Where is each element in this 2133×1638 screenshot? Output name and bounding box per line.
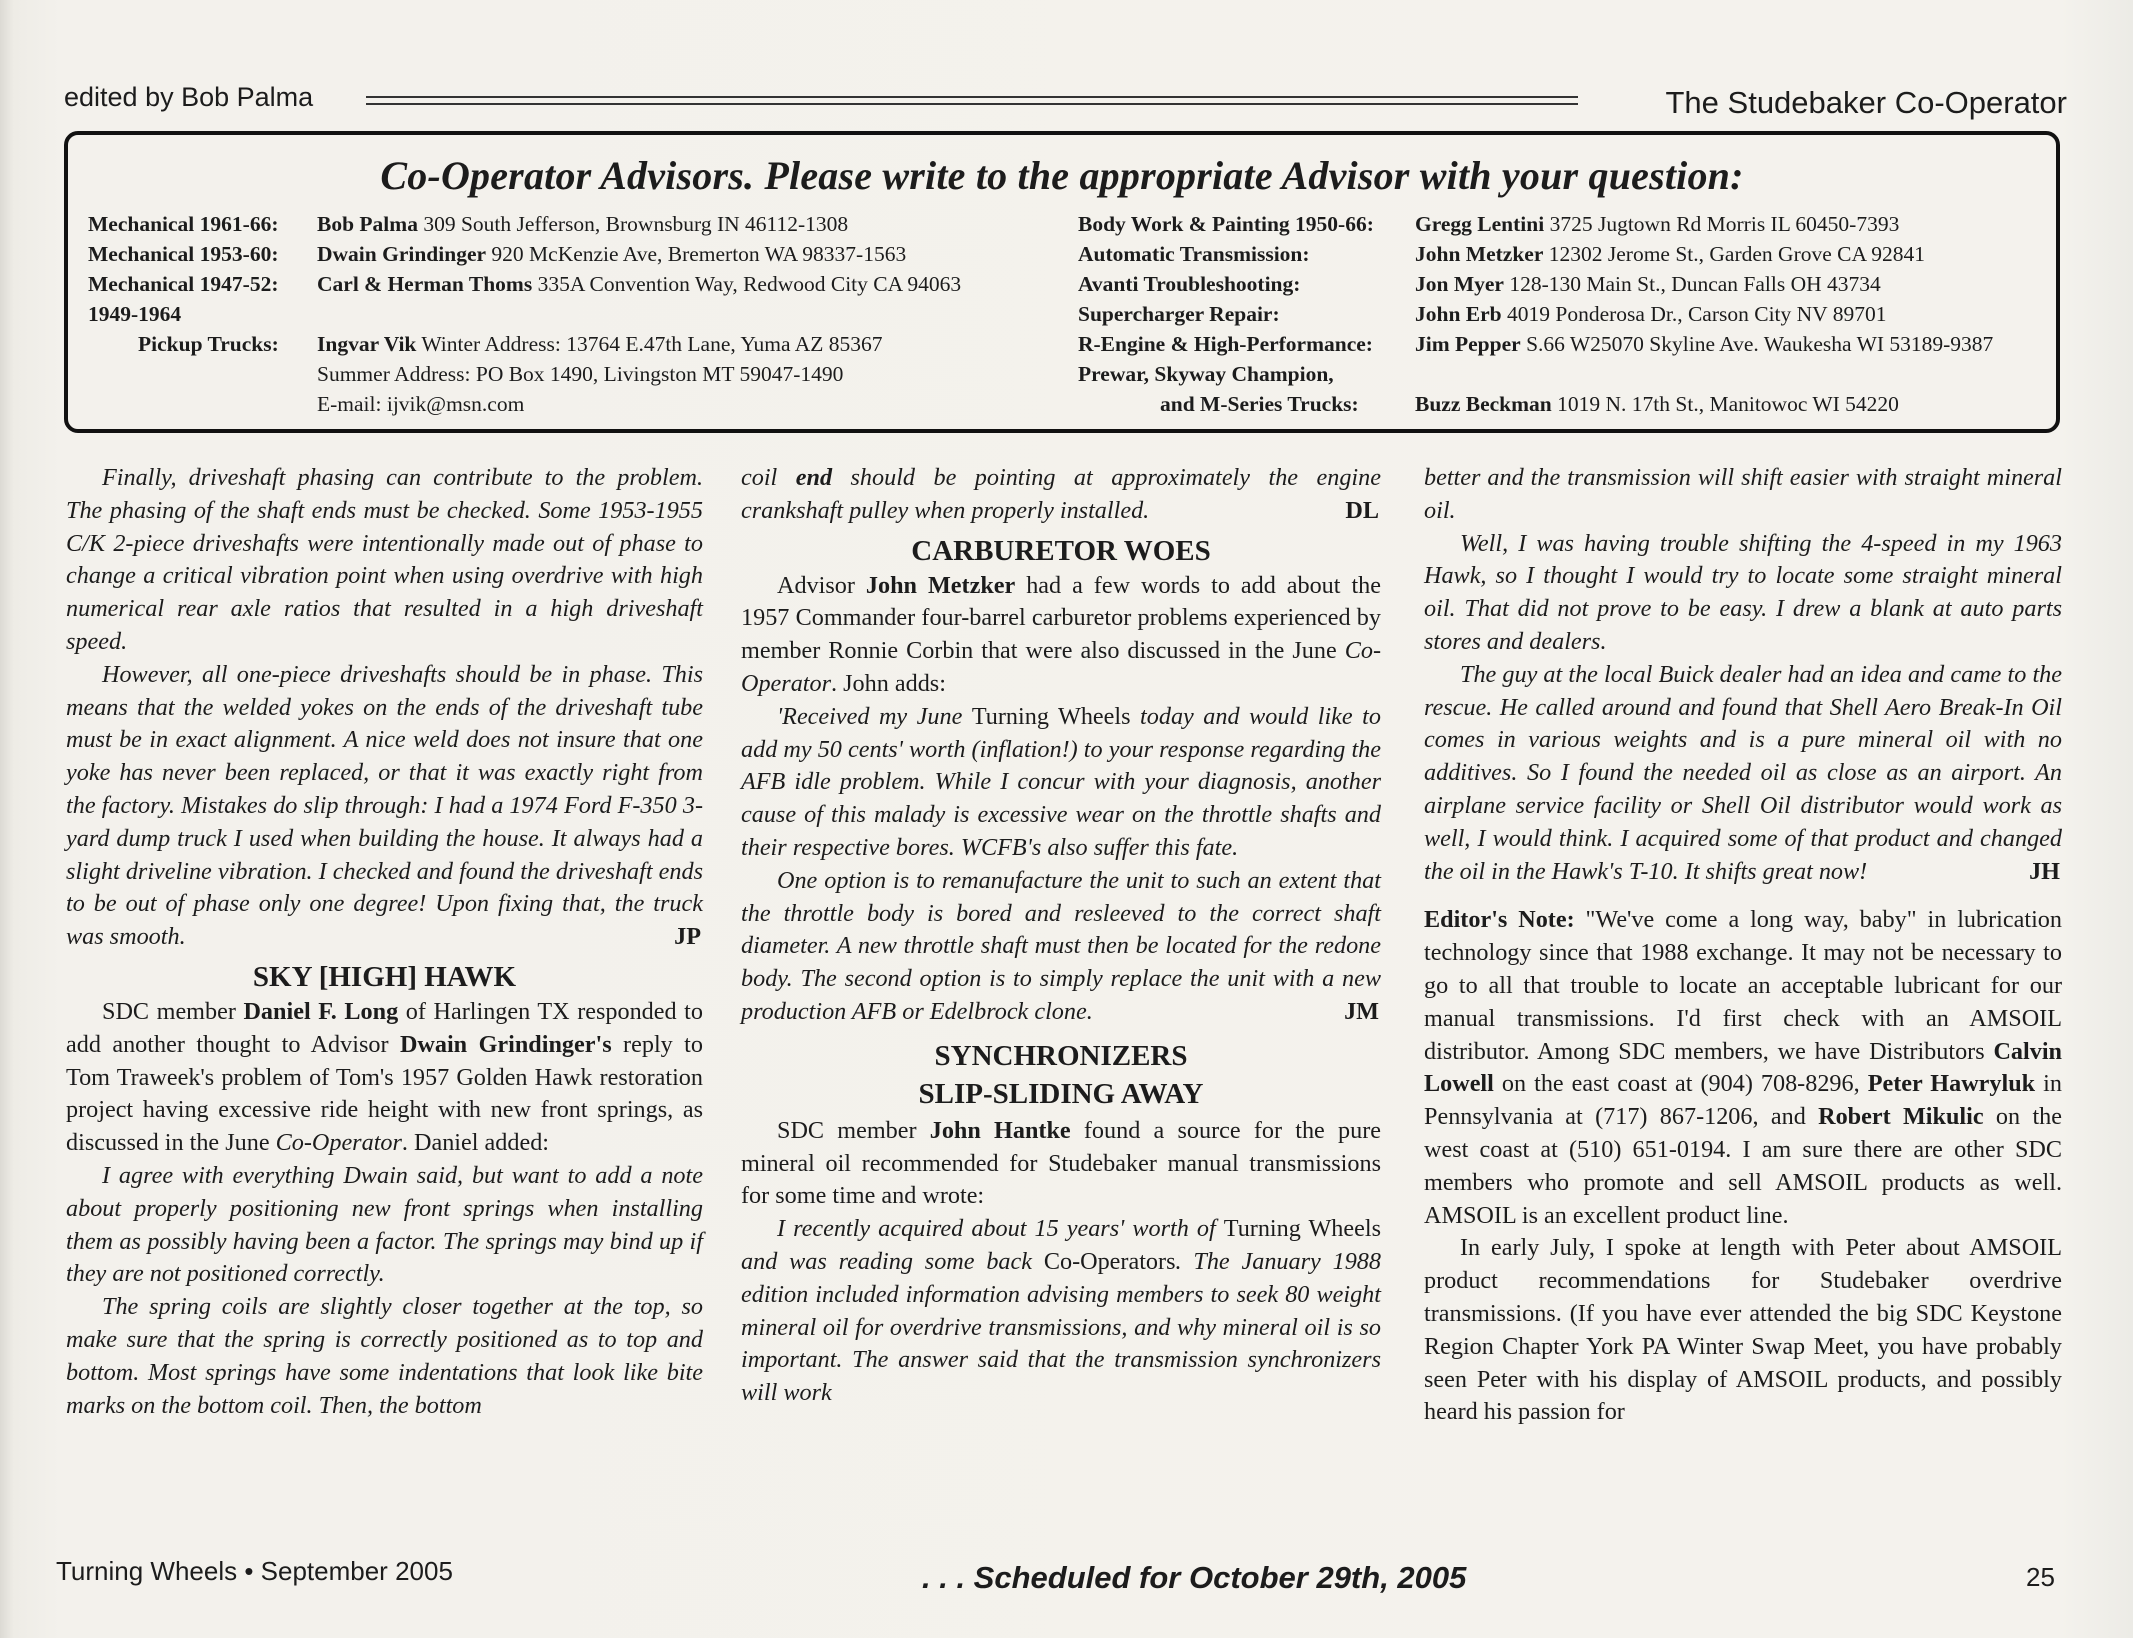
advisor-name: John Erb (1415, 302, 1502, 326)
person-name: Peter Hawryluk (1867, 1070, 2036, 1098)
advisor-address: S.66 W25070 Skyline Ave. Waukesha WI 53189-9387 (1520, 332, 1994, 356)
text-run: on the west coast at (510) 651-0194. I am sure there are other SDC members who promote and sell AMSOIL products as well. AMSOIL is an excellent product line. (1424, 1103, 2062, 1229)
body-paragraph (741, 1115, 1381, 1213)
advisor-name: Jim Pepper (1415, 332, 1521, 356)
author-initials: JM (1344, 997, 1379, 1025)
advisor-categories-right (1078, 209, 1374, 419)
advisor-entry (317, 239, 961, 269)
advisor-email: E-mail: ijvik@msn.com (317, 392, 525, 416)
advisor-name: Ingvar Vik (317, 332, 417, 356)
advisor-entry (1415, 299, 1993, 329)
advisor-entry (317, 299, 961, 329)
body-paragraph (741, 1213, 1381, 1410)
text-run: SDC member (777, 1116, 930, 1144)
body-paragraph (1424, 659, 2062, 889)
body-paragraph: I agree with everything Dwain said, but want to add a note about properly positioning new front springs when installing them as possibly having been a factor. The springs may bind up if they are not positioned correctly. (66, 1161, 703, 1288)
advisor-entry (317, 209, 961, 239)
person-name: John Metzker (865, 571, 1016, 599)
article-column-2 (741, 462, 1381, 1410)
article-column-3 (1424, 462, 2062, 1429)
advisors-box (64, 131, 2060, 433)
advisor-categories-left (88, 209, 279, 359)
person-name: Calvin Lowell (1424, 1037, 2062, 1098)
advisor-category: Mechanical 1953-60: (88, 242, 279, 266)
advisor-category: R-Engine & High-Performance: (1078, 332, 1373, 356)
advisor-entry (1415, 359, 1993, 389)
text-run: 'Received my June (777, 702, 972, 730)
person-name: John Hantke (929, 1116, 1071, 1144)
paragraph-text: The guy at the local Buick dealer had an idea and came to the rescue. He called around and found that Shell Aero Break-In Oil comes in various weights and is a pure mineral oil with no additives. So I found the needed oil as close as an airport. An airplane service facility or Shell Oil distributor would work as well, I would think. I acquired some of that product and changed the oil in the Hawk's T-10. It shifts great now! (1424, 660, 2062, 885)
text-run: coil (741, 464, 796, 491)
advisor-category: Pickup Trucks: (138, 332, 279, 356)
publication-name: Co-Operator (741, 637, 1381, 697)
header-rule (366, 103, 1578, 105)
text-run: reply to Tom Traweek's problem of Tom's 1957 Golden Hawk restoration project having excessive ride height with new front springs, as discussed in the June (66, 1030, 703, 1157)
text-run: "We've come a long way, baby" in lubrication technology since that 1988 exchange. It may not be necessary to go to all that trouble to locate an acceptable lubricant for our manual transmissions. I'd first check with an AMSOIL distributor. Among SDC members, we have Distributors (1424, 906, 2062, 1065)
advisor-entry (1415, 329, 1993, 359)
text-run: I recently acquired about 15 years' worth of (777, 1215, 1224, 1243)
page-number: 25 (2026, 1562, 2055, 1592)
advisors-title: Co-Operator Advisors. Please write to the appropriate Advisor with your question: (380, 153, 1744, 198)
advisor-name: Buzz Beckman (1415, 392, 1552, 416)
body-paragraph: Well, I was having trouble shifting the 4-speed in my 1963 Hawk, so I thought I would try to locate some straight mineral oil. That did not prove to be easy. I drew a blank at auto parts stores and dealers. (1424, 529, 2062, 655)
body-paragraph (741, 701, 1381, 865)
footer-issue: Turning Wheels • September 2005 (56, 1556, 453, 1586)
footer-announcement: . . . Scheduled for October 29th, 2005 (922, 1560, 1467, 1595)
advisor-address: 920 McKenzie Ave, Bremerton WA 98337-1563 (486, 242, 907, 266)
advisor-category: Supercharger Repair: (1078, 302, 1280, 326)
text-run: . The January 1988 edition included information advising members to seek 80 weight mineral oil for overdrive transmissions, and why mineral oil is so important. The answer said that the transmission synchronizers will work (741, 1247, 1381, 1407)
section-heading (741, 1037, 1381, 1113)
advisor-entry (317, 329, 961, 359)
paragraph-text: One option is to remanufacture the unit to such an extent that the throttle body is bored and resleeved to the correct shaft diameter. A new throttle shaft must then be located for the redone body. The second option is to simply replace the unit with a new production AFB or Edelbrock clone. (741, 866, 1381, 1025)
advisor-address: 3725 Jugtown Rd Morris IL 60450-7393 (1544, 212, 1900, 236)
header-editor-credit: edited by Bob Palma (64, 82, 314, 112)
person-name: Daniel F. Long (243, 997, 399, 1025)
publication-name: Turning Wheels (1223, 1215, 1381, 1243)
text-run: should be pointing at approximately the engine crankshaft pulley when properly installed. (741, 464, 1381, 524)
advisor-category: and M-Series Trucks: (1160, 392, 1359, 416)
advisor-entry (1415, 239, 1993, 269)
text-run: Advisor (777, 571, 866, 599)
editors-note (1424, 904, 2062, 1232)
note-label: Editor's Note: (1424, 906, 1575, 934)
advisor-address: 309 South Jefferson, Brownsburg IN 46112-1308 (417, 212, 849, 236)
body-paragraph (741, 570, 1381, 701)
body-paragraph: In early July, I spoke at length with Peter about AMSOIL product recommendations for Studebaker overdrive transmissions. (If you have ever attended the big SDC Keystone Region Chapter York PA Winter Swap Meet, you have probably seen Peter with his display of AMSOIL products, and possibly heard his passion for (1424, 1234, 2062, 1426)
text-run: SDC member (102, 997, 244, 1025)
advisor-name: Gregg Lentini (1415, 212, 1545, 236)
advisor-entry (317, 269, 961, 299)
heading-line: SYNCHRONIZERS (934, 1039, 1188, 1072)
advisor-name: Bob Palma (317, 212, 418, 236)
advisor-name: Dwain Grindinger (317, 242, 487, 266)
advisor-category: Automatic Transmission: (1078, 242, 1310, 266)
text-run: had a few words to add about the 1957 Commander four-barrel carburetor problems experienced by member Ronnie Corbin that were also discussed in the June (741, 571, 1382, 665)
header-rule (366, 96, 1578, 98)
body-paragraph (66, 659, 703, 954)
advisor-address: 128-130 Main St., Duncan Falls OH 43734 (1503, 272, 1881, 296)
article-column-1 (66, 462, 703, 1422)
advisor-contacts-right (1415, 209, 1993, 419)
text-run: . Daniel added: (401, 1129, 550, 1157)
advisor-entry (1415, 389, 1993, 419)
advisor-category: Avanti Troubleshooting: (1078, 272, 1301, 296)
body-paragraph (741, 865, 1381, 1029)
advisor-contacts-left (317, 209, 961, 419)
text-run: of Harlingen TX responded to add another thought to Advisor (66, 997, 704, 1058)
text-run: . John adds: (831, 669, 946, 697)
advisor-address: 12302 Jerome St., Garden Grove CA 92841 (1543, 242, 1925, 266)
publication-name: Turning Wheels (971, 702, 1131, 730)
advisor-name: John Metzker (1415, 242, 1544, 266)
advisor-address: 4019 Ponderosa Dr., Carson City NV 89701 (1501, 302, 1887, 326)
advisor-entry (1415, 209, 1993, 239)
advisor-entry (1415, 269, 1993, 299)
body-paragraph (66, 996, 703, 1160)
advisor-name: Carl & Herman Thoms (317, 272, 533, 296)
advisor-category: Mechanical 1947-52: (88, 272, 279, 296)
body-paragraph: Finally, driveshaft phasing can contribute to the problem. The phasing of the shaft ends must be checked. Some 1953-1955 C/K 2-piece driveshafts were intentionally made out of phase to change a critical vibration point when using overdrive with high numerical rear axle ratios that resulted in a high driveshaft speed. (66, 464, 703, 655)
text-run: on the east coast at (904) 708-8296, (1493, 1070, 1868, 1098)
advisor-entry: Summer Address: PO Box 1490, Livingston MT 59047-1490 (317, 362, 844, 386)
person-name: Dwain Grindinger's (399, 1030, 612, 1058)
section-heading: SKY [HIGH] HAWK (252, 960, 517, 993)
publication-name: Co-Operator (275, 1129, 402, 1157)
text-run: and was reading some back (741, 1247, 1044, 1275)
emphasis: end (795, 464, 833, 491)
advisor-category: Mechanical 1961-66: (88, 212, 279, 236)
advisor-address: Winter Address: 13764 E.47th Lane, Yuma AZ 85367 (416, 332, 883, 356)
advisor-address: 1019 N. 17th St., Manitowoc WI 54220 (1551, 392, 1899, 416)
advisor-address: 335A Convention Way, Redwood City CA 94063 (532, 272, 962, 296)
author-initials: JP (674, 923, 701, 951)
person-name: Robert Mikulic (1818, 1103, 1984, 1131)
body-paragraph (741, 462, 1381, 528)
paragraph-text: However, all one-piece driveshafts should be in phase. This means that the welded yokes on the ends of the driveshaft tube must be in exact alignment. A nice weld does not insure that one yoke has never been replaced, or that it was exactly right from the factory. Mistakes do slip through: I had a 1974 Ford F-350 3-yard dump truck I used when building the house. It always had a slight driveline vibration. I checked and found the driveshaft ends to be out of phase only one degree! Upon fixing that, the truck was smooth. (66, 660, 703, 951)
text-run: found a source for the pure mineral oil recommended for Studebaker manual transmissions for some time and wrote: (741, 1116, 1381, 1210)
author-initials: DL (1345, 496, 1379, 524)
section-heading: CARBURETOR WOES (911, 534, 1211, 567)
author-initials: JH (2029, 857, 2060, 885)
advisor-category: 1949-1964 (88, 302, 182, 326)
advisor-category: Prewar, Skyway Champion, (1078, 362, 1334, 386)
publication-name: Co-Operators (1043, 1247, 1176, 1275)
advisor-name: Jon Myer (1415, 272, 1504, 296)
text-run: today and would like to add my 50 cents' worth (inflation!) to your response regarding the AFB idle problem. While I concur with your diagnosis, another cause of this malady is excessive wear on the throttle shafts and their respective bores. WCFB's also suffer this fate. (741, 702, 1381, 861)
body-paragraph: better and the transmission will shift easier with straight mineral oil. (1424, 464, 2062, 524)
body-paragraph: The spring coils are slightly closer together at the top, so make sure that the spring is correctly positioned as to top and bottom. Most springs have some indentations that look like bite marks on the bottom coil. Then, the bottom (66, 1293, 703, 1419)
heading-line: SLIP-SLIDING AWAY (918, 1077, 1204, 1110)
header-publication-title: The Studebaker Co-Operator (1665, 85, 2067, 120)
text-run: in Pennsylvania at (717) 867-1206, and (1424, 1070, 2062, 1131)
advisor-category: Body Work & Painting 1950-66: (1078, 212, 1374, 236)
